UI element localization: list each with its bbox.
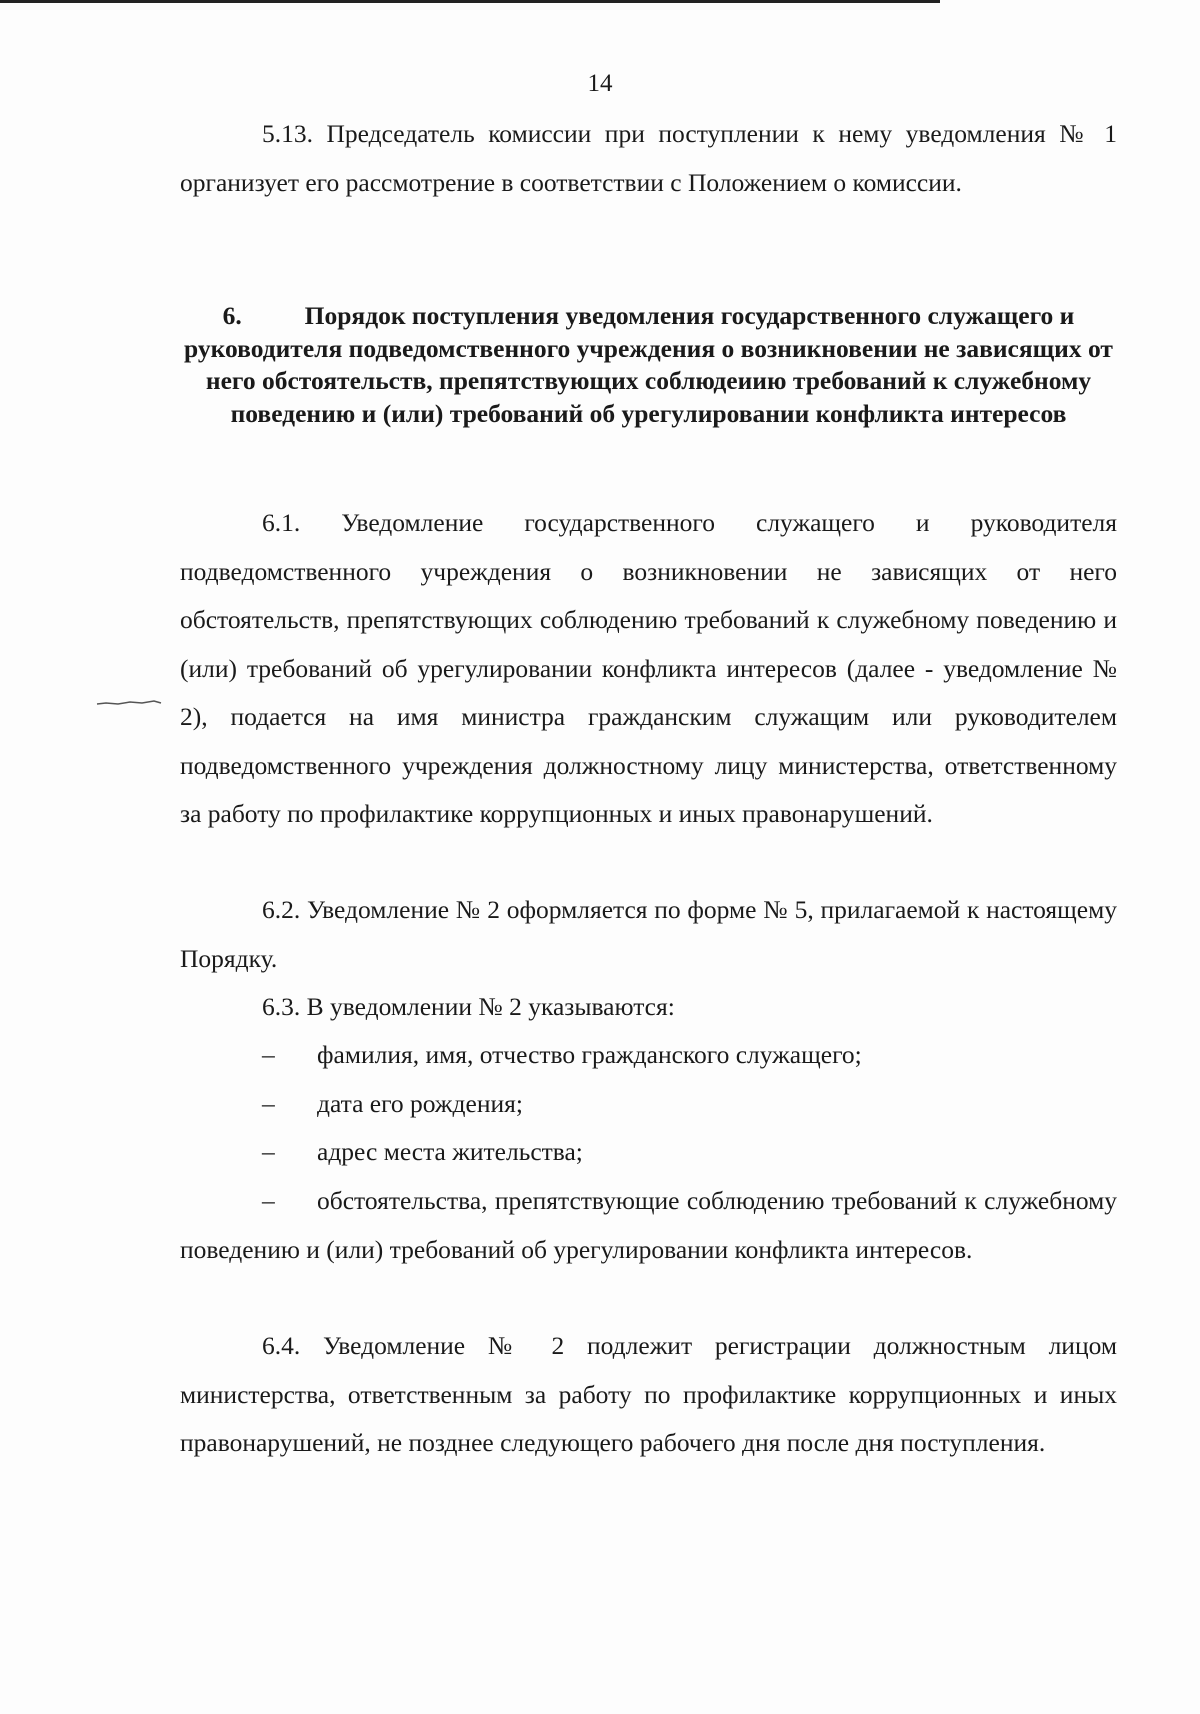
section-6-heading: [180, 300, 1117, 430]
list-dash: –: [262, 1040, 275, 1069]
section-title: Порядок поступления уведомления государственного служащего и руководителя подведомственного учреждения о возникновении не зависящих от него обстоятельств, препятствующих соблюдеиию требований к служебному поведению и (или) требований об урегулировании конфликта интересов: [184, 301, 1113, 428]
paragraph-5-13: [180, 110, 1117, 207]
list-dash: –: [262, 1186, 275, 1215]
paragraph-6-2: [180, 886, 1117, 983]
list-item: [180, 1128, 1117, 1177]
section-number: 6.: [222, 301, 242, 330]
margin-scan-mark: [96, 693, 162, 699]
list-item: [180, 1080, 1117, 1129]
paragraph-6-4: [180, 1322, 1117, 1468]
list-dash: –: [262, 1137, 275, 1166]
list-item-text: дата его рождения;: [317, 1089, 523, 1118]
list-item: [180, 1177, 1117, 1274]
list-dash: –: [262, 1089, 275, 1118]
paragraph-5-13-text: 5.13. Председатель комиссии при поступлении к нему уведомления № 1 организует его рассмотрение в соответствии с Положением о комиссии.: [180, 119, 1117, 197]
list-item-text: адрес места жительства;: [317, 1137, 583, 1166]
paragraph-6-2-text: 6.2. Уведомление № 2 оформляется по форме № 5, прилагаемой к настоящему Порядку.: [180, 895, 1117, 973]
top-border-line: [0, 0, 940, 3]
paragraph-6-1-text: 6.1. Уведомление государственного служащего и руководителя подведомственного учреждения о возникновении не зависящих от него обстоятельств, препятствующих соблюдению требований к служебному поведению и (или) требований об урегулировании конфликта интересов (далее - уведомление № 2), подается на имя министра гражданским служащим или руководителем подведомственного учреждения должностному лицу министерства, ответственному за работу по профилактике коррупционных и иных правонарушений.: [180, 508, 1117, 828]
paragraph-6-1: [180, 499, 1117, 839]
paragraph-6-4-text: 6.4. Уведомление № 2 подлежит регистрации должностным лицом министерства, ответственным за работу по профилактике коррупционных и иных правонарушений, не позднее следующего рабочего дня после дня поступления.: [180, 1331, 1117, 1457]
list-item-text: фамилия, имя, отчество гражданского служащего;: [317, 1040, 862, 1069]
list-item: [180, 1031, 1117, 1080]
page-number: 14: [587, 70, 613, 97]
paragraph-6-3-text: 6.3. В уведомлении № 2 указываются:: [262, 992, 675, 1021]
paragraph-6-3: [180, 983, 1117, 1032]
list-item-text: обстоятельства, препятствующие соблюдению требований к служебному поведению и (или) требований об урегулировании конфликта интересов.: [180, 1186, 1117, 1264]
